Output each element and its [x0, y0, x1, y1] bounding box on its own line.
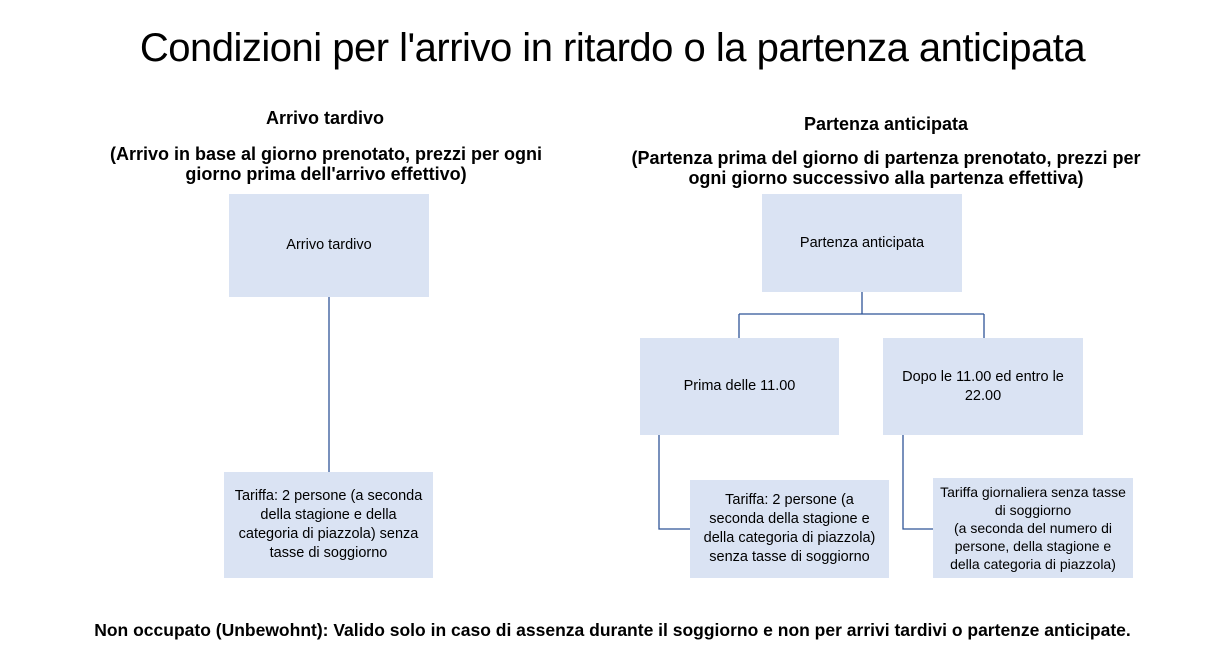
after-11-rate-label: Tariffa giornaliera senza tasse di soggiorno (a seconda del numero di persone, della stagione e della categoria di piazzola)	[940, 484, 1126, 572]
before-11-box	[640, 338, 839, 435]
late-arrival-subheading: (Arrivo in base al giorno prenotato, prezzi per ogni giorno prima dell'arrivo effettivo)	[109, 144, 543, 184]
after-11-rate-box	[933, 478, 1133, 578]
unoccupied-note: Non occupato (Unbewohnt): Valido solo in caso di assenza durante il soggiorno e non per arrivi tardivi o partenze anticipate.	[94, 620, 1131, 640]
late-arrival-rate-label: Tariffa: 2 persone (a seconda della stagione e della categoria di piazzola) senza tasse di soggiorno	[234, 488, 423, 561]
after-11-box	[883, 338, 1083, 435]
before-11-rate-box	[690, 480, 889, 578]
early-departure-subheading: (Partenza prima del giorno di partenza prenotato, prezzi per ogni giorno successivo alla partenza effettiva)	[631, 148, 1141, 188]
early-departure-box	[762, 194, 962, 292]
leaf-before-elbow	[659, 435, 690, 529]
after-11-label: Dopo le 11.00 ed entro le 22.00	[902, 368, 1064, 404]
before-11-label: Prima delle 11.00	[683, 378, 796, 394]
before-11-rate-label: Tariffa: 2 persone (a seconda della stagione e della categoria di piazzola) senza tasse di soggiorno	[703, 492, 876, 565]
late-arrival-rate-box	[224, 472, 433, 578]
late-arrival-box-label: Arrivo tardivo	[286, 237, 372, 253]
early-departure-heading: Partenza anticipata	[803, 114, 969, 134]
early-departure-box-label: Partenza anticipata	[799, 234, 925, 251]
page-title: Condizioni per l'arrivo in ritardo o la partenza anticipata	[139, 26, 1086, 70]
late-arrival-box	[229, 194, 429, 297]
leaf-after-elbow	[903, 435, 933, 529]
late-arrival-heading: Arrivo tardivo	[265, 108, 385, 128]
